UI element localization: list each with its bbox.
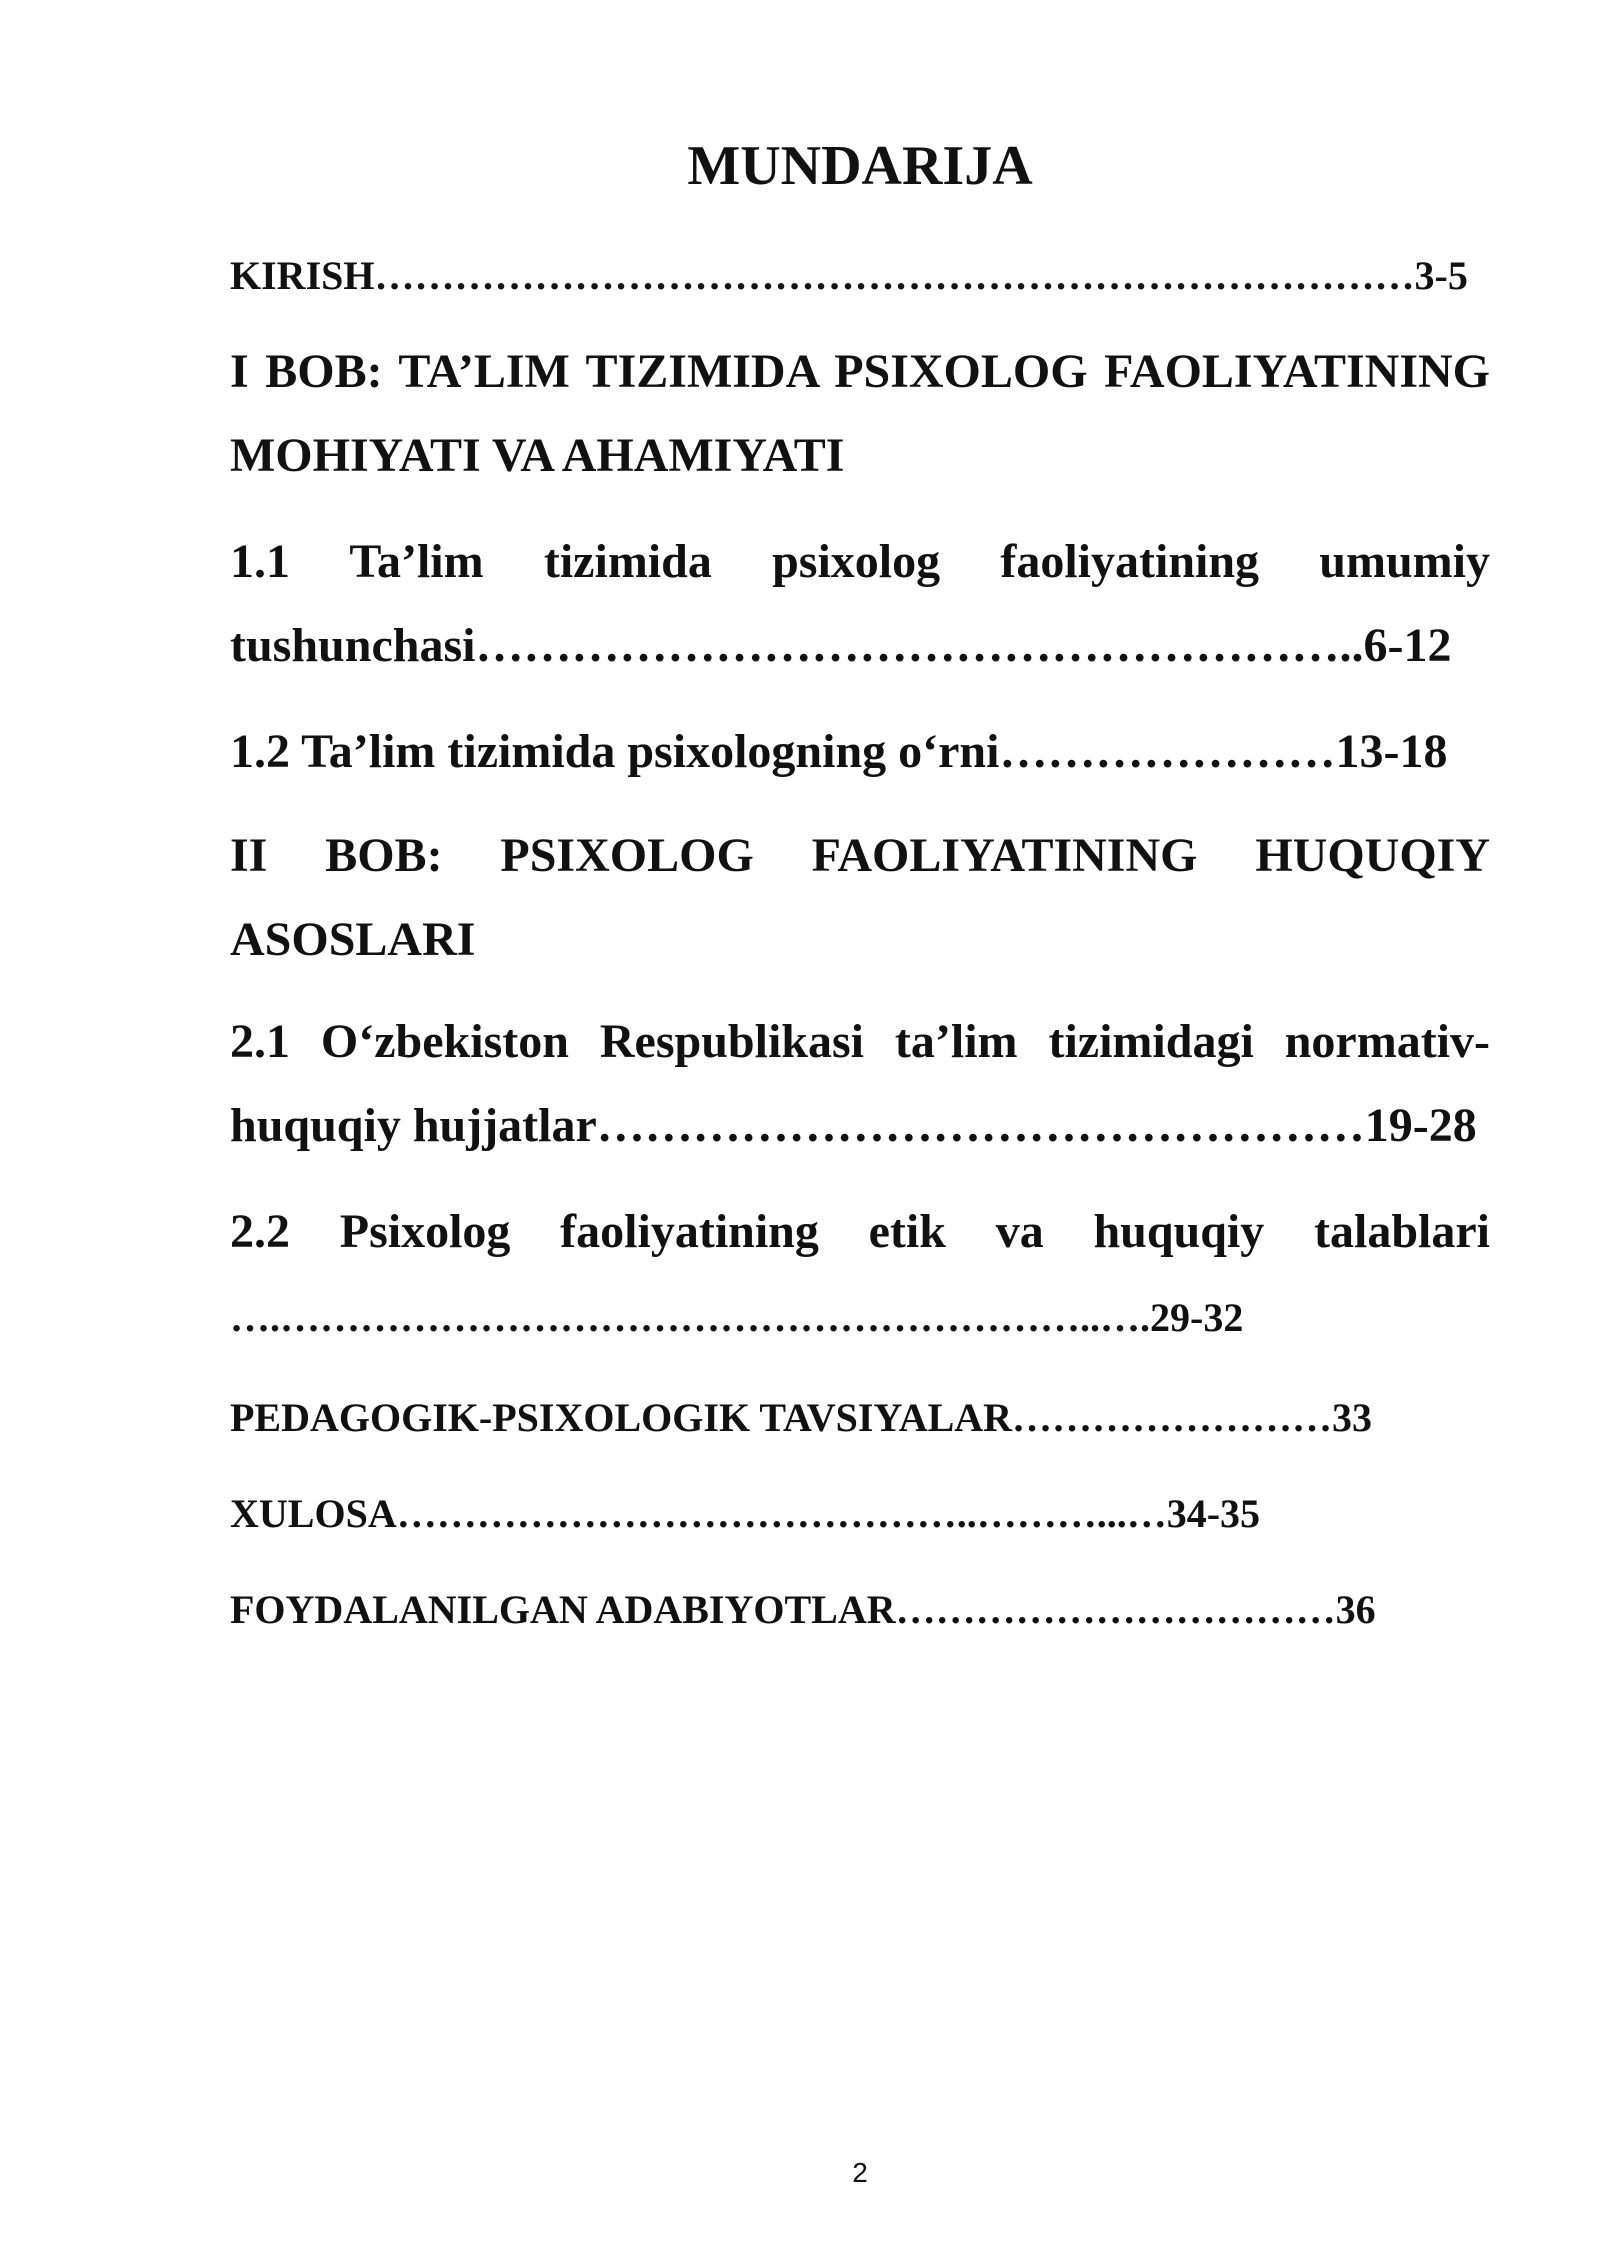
toc-entry-adabiyotlar: FOYDALANILGAN ADABIYOTLAR……………………………36 [230,1587,1376,1632]
toc-section-2-2-line-2: ….……………………………………………………..….29-32 [230,1295,1244,1340]
toc-entry-pedagogik: PEDAGOGIK-PSIXOLOGIK TAVSIYALAR……………………33 [230,1395,1373,1440]
toc-entry-kirish: KIRISH……………………………………………………………………3-5 [230,253,1468,298]
page-title: MUNDARIJA [687,135,1033,197]
toc-section-2-1-line-1: 2.1 O‘zbekiston Respublikasi ta’lim tizimidagi normativ- [230,1015,1490,1068]
toc-section-1-1-line-2: tushunchasi………………………………………………..6-12 [230,619,1452,672]
toc-chapter-2: II BOB: PSIXOLOG FAOLIYATINING HUQUQIY ASOSLARI [230,829,1490,966]
toc-section-2-1-line-2: huquqiy hujjatlar…………………………………………19-28 [230,1099,1477,1152]
toc-section-1-1-line-1: 1.1 Ta’lim tizimida psixolog faoliyatining umumiy [230,535,1490,588]
toc-chapter-1: I BOB: TA’LIM TIZIMIDA PSIXOLOG FAOLIYATINING MOHIYATI VA AHAMIYATI [230,345,1490,482]
page-number: 2 [852,2157,868,2188]
toc-section-1-2: 1.2 Ta’lim tizimida psixologning o‘rni…………………13-18 [230,725,1448,778]
toc-section-2-2-line-1: 2.2 Psixolog faoliyatining etik va huquqiy talablari [230,1205,1490,1258]
toc-entry-xulosa: XULOSA……………………………………..………...…34-35 [230,1491,1261,1536]
